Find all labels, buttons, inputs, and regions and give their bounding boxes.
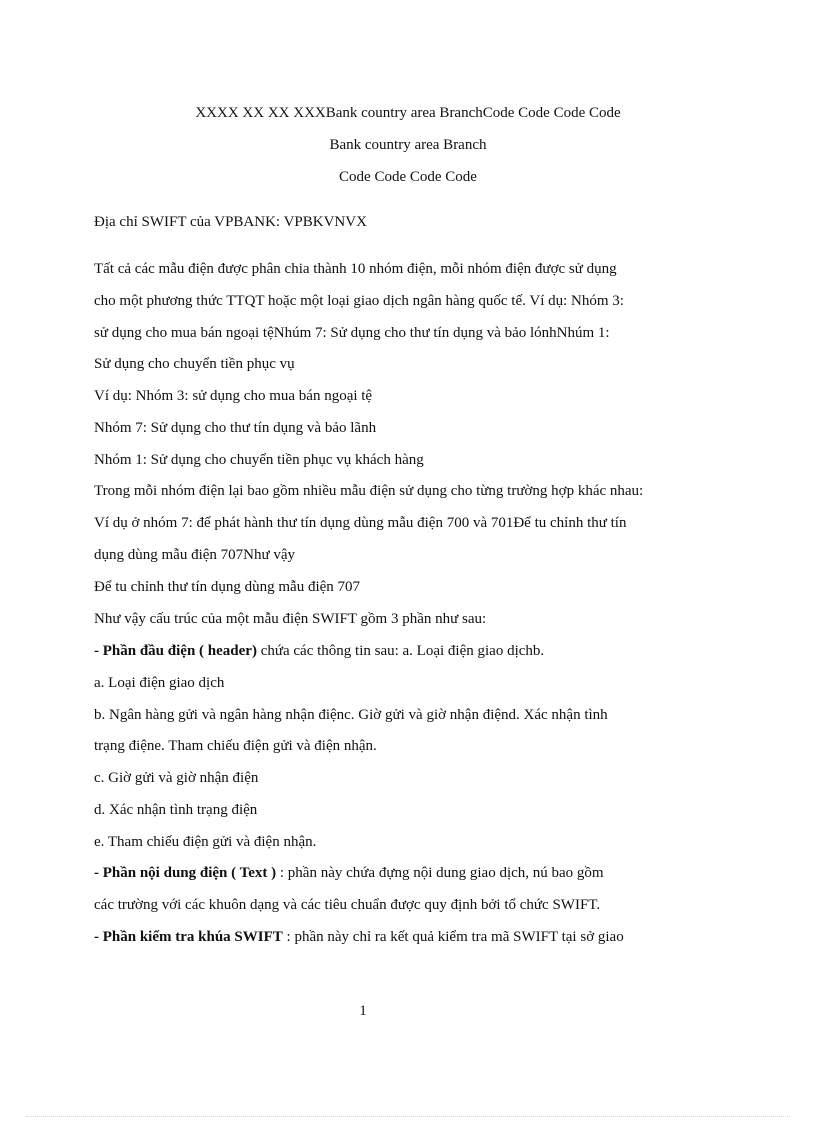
page-number: 1 — [359, 1003, 367, 1019]
paragraph1-line-2: cho một phương thức TTQT hoặc một loại giao dịch ngân hàng quốc tế. Ví dụ: Nhóm 3: — [94, 293, 624, 309]
paragraph1-line-1: Tất cả các mẫu điện được phân chia thành 10 nhóm điện, mỗi nhóm điện được sử dụng — [94, 261, 617, 277]
header-section-rest: chứa các thông tin sau: a. Loại điện giao dịchb. — [256, 643, 545, 659]
paragraph2-line-5: Như vậy cấu trúc của một mẫu điện SWIFT gồm 3 phần như sau: — [94, 611, 487, 627]
header-item-d: d. Xác nhận tình trạng điện — [94, 802, 258, 818]
header-section-bold: - Phần đầu điện ( header) — [94, 643, 257, 659]
header-line-3: Code Code Code Code — [339, 169, 477, 185]
paragraph2-line-2: Ví dụ ở nhóm 7: để phát hành thư tín dụng dùng mẫu điện 700 và 701Để tu chỉnh thư tín — [94, 515, 627, 531]
check-section-heading — [94, 928, 624, 946]
text-section-bold: - Phần nội dung điện ( Text ) — [94, 865, 277, 881]
check-section-rest: : phần này chỉ ra kết quả kiểm tra mã SWIFT tại sở giao — [282, 929, 624, 945]
header-item-c: c. Giờ gửi và giờ nhận điện — [94, 770, 259, 786]
header-item-a: a. Loại điện giao dịch — [94, 675, 225, 691]
example-group-1: Nhóm 1: Sử dụng cho chuyển tiền phục vụ khách hàng — [94, 452, 424, 468]
paragraph2-line-4: Để tu chỉnh thư tín dụng dùng mẫu điện 707 — [94, 579, 361, 595]
header-line-2: Bank country area Branch — [329, 137, 487, 153]
page-bottom-divider — [26, 1116, 790, 1117]
text-section-rest: : phần này chứa đựng nội dung giao dịch, nú bao gồm — [276, 865, 604, 881]
check-section-bold: - Phần kiểm tra khúa SWIFT — [94, 929, 283, 945]
paragraph1-line-3: sử dụng cho mua bán ngoại tệNhúm 7: Sử dụng cho thư tín dụng và bảo lónhNhúm 1: — [94, 325, 610, 341]
paragraph2-line-3: dụng dùng mẫu điện 707Như vậy — [94, 547, 296, 563]
example-group-7: Nhóm 7: Sử dụng cho thư tín dụng và bảo lãnh — [94, 420, 377, 436]
text-section-line-2: các trường với các khuôn dạng và các tiêu chuẩn được quy định bởi tổ chức SWIFT. — [94, 897, 601, 913]
header-section-heading — [94, 642, 544, 660]
header-line-1: XXXX XX XX XXXBank country area BranchCode Code Code Code — [195, 105, 621, 121]
header-item-e: e. Tham chiếu điện gửi và điện nhận. — [94, 834, 317, 850]
swift-address: Địa chỉ SWIFT của VPBANK: VPBKVNVX — [94, 214, 367, 230]
paragraph1-line-4: Sử dụng cho chuyển tiền phục vụ — [94, 356, 295, 372]
example-group-3: Ví dụ: Nhóm 3: sử dụng cho mua bán ngoại tệ — [94, 388, 373, 404]
paragraph2-line-1: Trong mỗi nhóm điện lại bao gồm nhiều mẫu điện sử dụng cho từng trường hợp khác nhau: — [94, 483, 644, 499]
text-section-heading — [94, 864, 604, 882]
header-item-b-line-2: trạng điệne. Tham chiếu điện gửi và điện nhận. — [94, 738, 377, 754]
header-item-b-line-1: b. Ngân hàng gửi và ngân hàng nhận điệnc. Giờ gửi và giờ nhận điệnd. Xác nhận tình — [94, 707, 608, 723]
